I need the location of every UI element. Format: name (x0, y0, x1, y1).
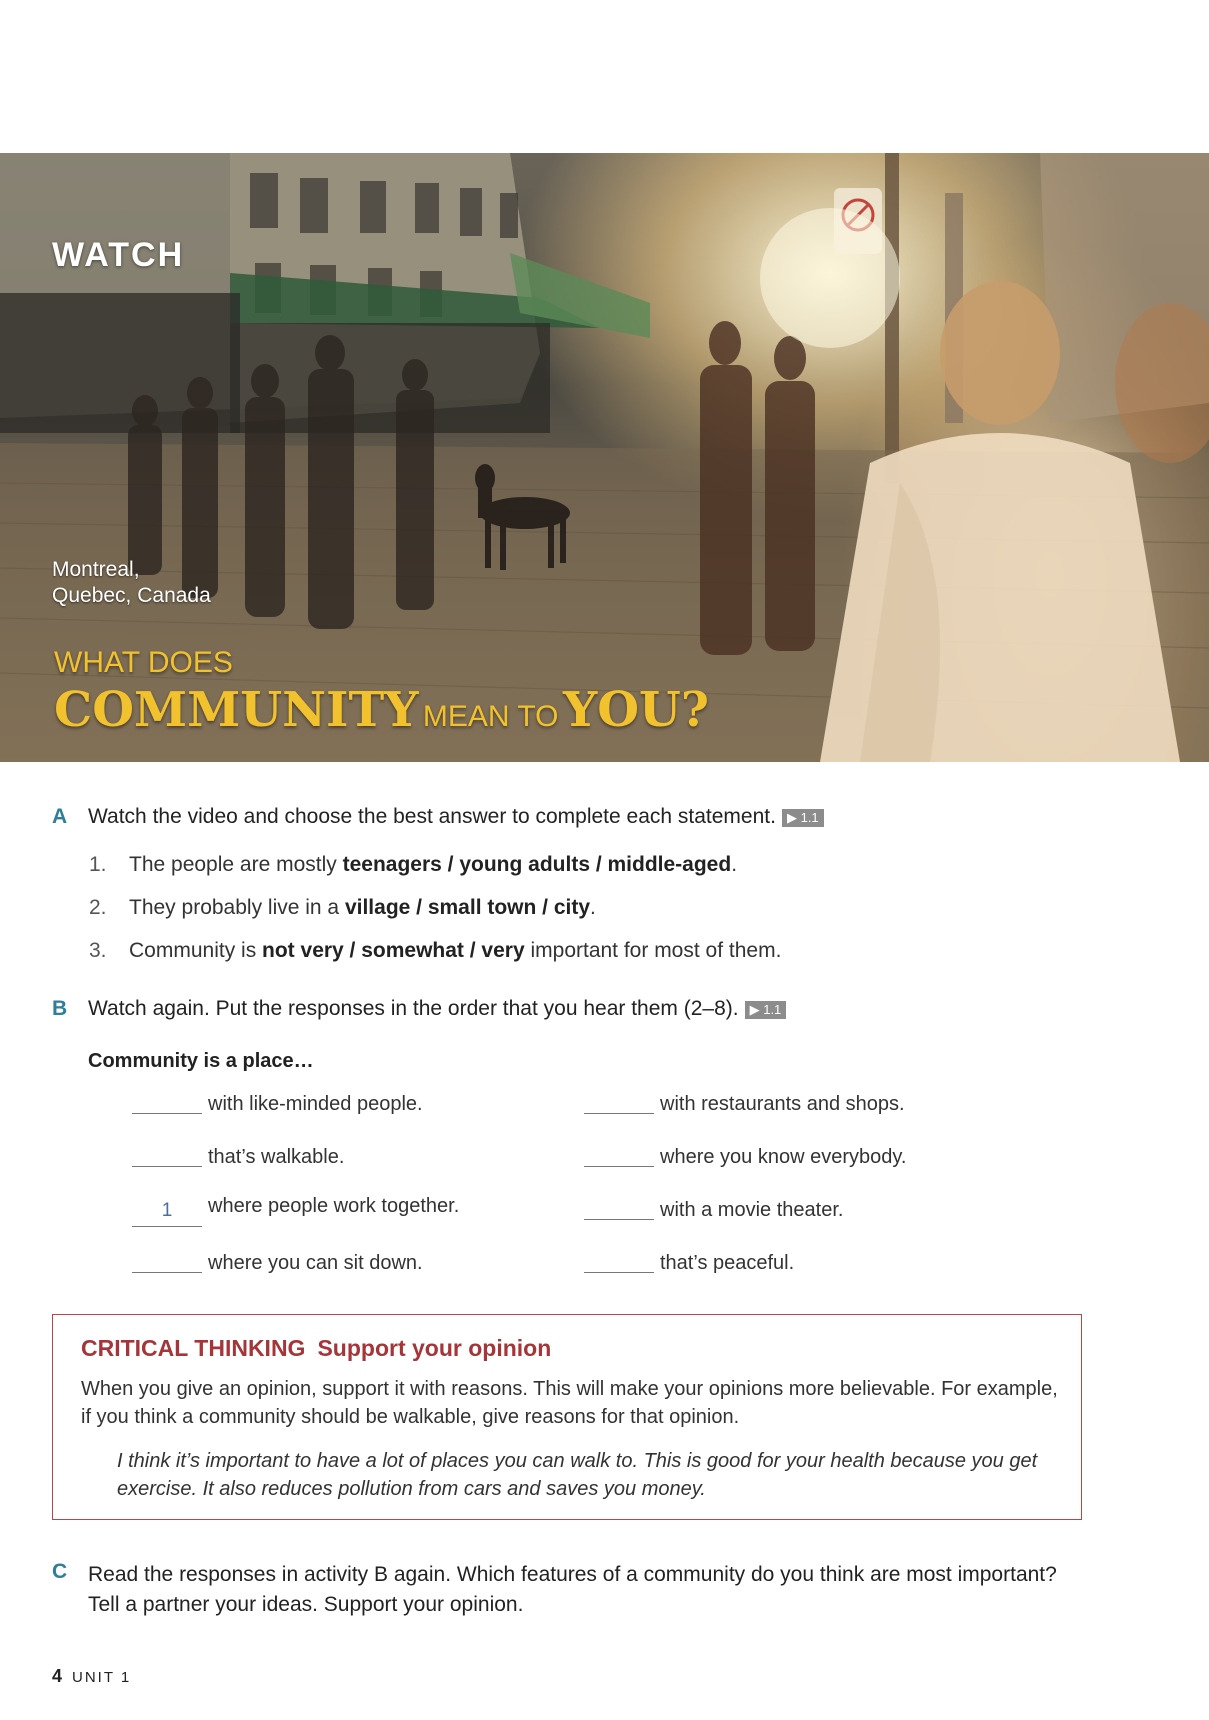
unit-label: UNIT 1 (72, 1669, 132, 1686)
activity-c-letter: C (52, 1560, 68, 1583)
video-badge-number: 1.1 (763, 1002, 782, 1017)
critical-thinking-heading (81, 1335, 551, 1362)
video-title-mean-to: MEAN TO (422, 700, 559, 733)
item-options[interactable]: not very / somewhat / very (262, 939, 525, 962)
ordering-item (132, 1195, 459, 1227)
answer-blank[interactable] (132, 1089, 202, 1114)
play-icon: ▶ (786, 810, 797, 825)
photo-caption (52, 557, 312, 609)
ordering-item (132, 1248, 423, 1275)
item-text-post: important for most of them. (524, 939, 782, 962)
item-text-pre: Community is (129, 939, 263, 962)
page-number: 4 (52, 1666, 63, 1686)
answer-blank[interactable] (132, 1142, 202, 1167)
answer-blank[interactable] (584, 1089, 654, 1114)
hero-photo (0, 153, 1209, 762)
answer-blank[interactable] (584, 1248, 654, 1273)
video-title-line2 (54, 682, 709, 738)
video-play-badge[interactable] (782, 809, 824, 827)
critical-thinking-example: I think it’s important to have a lot of places you can walk to. This is good for your health because you get exercise. It also reduces pollution from cars and saves you money. (117, 1450, 1038, 1500)
video-badge-number: 1.1 (800, 810, 819, 825)
response-text: with like-minded people. (208, 1093, 423, 1115)
item-options[interactable]: teenagers / young adults / middle-aged (342, 853, 732, 876)
caption-line: Montreal, (52, 558, 140, 581)
video-title (54, 646, 709, 738)
item-number: 3. (89, 939, 107, 962)
answer-blank[interactable] (584, 1142, 654, 1167)
answer-blank[interactable]: 1 (132, 1202, 202, 1227)
ordering-item (584, 1248, 794, 1275)
caption-line: Quebec, Canada (52, 584, 211, 607)
response-text: where you know everybody. (660, 1146, 907, 1168)
ordering-item (584, 1142, 906, 1169)
response-text: where people work together. (208, 1195, 460, 1217)
activity-a-item (89, 896, 596, 920)
activity-b-instruction (88, 997, 786, 1021)
activity-b-subhead: Community is a place… (88, 1050, 314, 1072)
response-text: where you can sit down. (208, 1252, 423, 1274)
activity-b-instruction-text: Watch again. Put the responses in the order that you hear them (2–8). (88, 997, 739, 1020)
critical-thinking-box (52, 1314, 1082, 1520)
activity-c-instruction: Read the responses in activity B again. Which features of a community do you think are most important? Tell a partner your ideas. Support your opinion. (88, 1563, 1057, 1616)
play-icon: ▶ (749, 1002, 760, 1017)
response-text: with a movie theater. (660, 1199, 844, 1221)
activity-a-instruction (88, 805, 824, 829)
critical-thinking-label: CRITICAL THINKING (81, 1335, 306, 1361)
video-title-line1: WHAT DOES (54, 646, 233, 679)
response-text: with restaurants and shops. (660, 1093, 905, 1115)
response-text: that’s walkable. (208, 1146, 345, 1168)
critical-thinking-subtitle: Support your opinion (317, 1335, 552, 1361)
item-text-post: . (590, 896, 596, 919)
critical-thinking-body: When you give an opinion, support it with reasons. This will make your opinions more believable. For example, if you think a community should be walkable, give reasons for that opinion. (81, 1378, 1058, 1428)
section-label: WATCH (52, 236, 185, 274)
answer-blank[interactable] (584, 1195, 654, 1220)
activity-b-letter: B (52, 997, 68, 1020)
item-number: 2. (89, 896, 107, 919)
video-title-you: YOU? (562, 682, 710, 738)
item-text-pre: They probably live in a (129, 896, 345, 919)
item-options[interactable]: village / small town / city (344, 896, 591, 919)
response-text: that’s peaceful. (660, 1252, 795, 1274)
ordering-item (132, 1089, 423, 1116)
ordering-item (584, 1089, 905, 1116)
answer-blank[interactable] (132, 1248, 202, 1273)
page-footer (52, 1666, 131, 1687)
activity-a-item (89, 853, 737, 877)
ordering-item (132, 1142, 344, 1169)
item-text-post: . (731, 853, 738, 876)
item-number: 1. (89, 853, 107, 876)
activity-a-letter: A (52, 805, 68, 828)
activity-a-instruction-text: Watch the video and choose the best answer to complete each statement. (88, 805, 776, 828)
ordering-item (584, 1195, 843, 1222)
video-title-community: COMMUNITY (54, 682, 419, 738)
item-text-pre: The people are mostly (129, 853, 343, 876)
activity-a-item (89, 939, 781, 963)
video-play-badge[interactable] (745, 1001, 787, 1019)
